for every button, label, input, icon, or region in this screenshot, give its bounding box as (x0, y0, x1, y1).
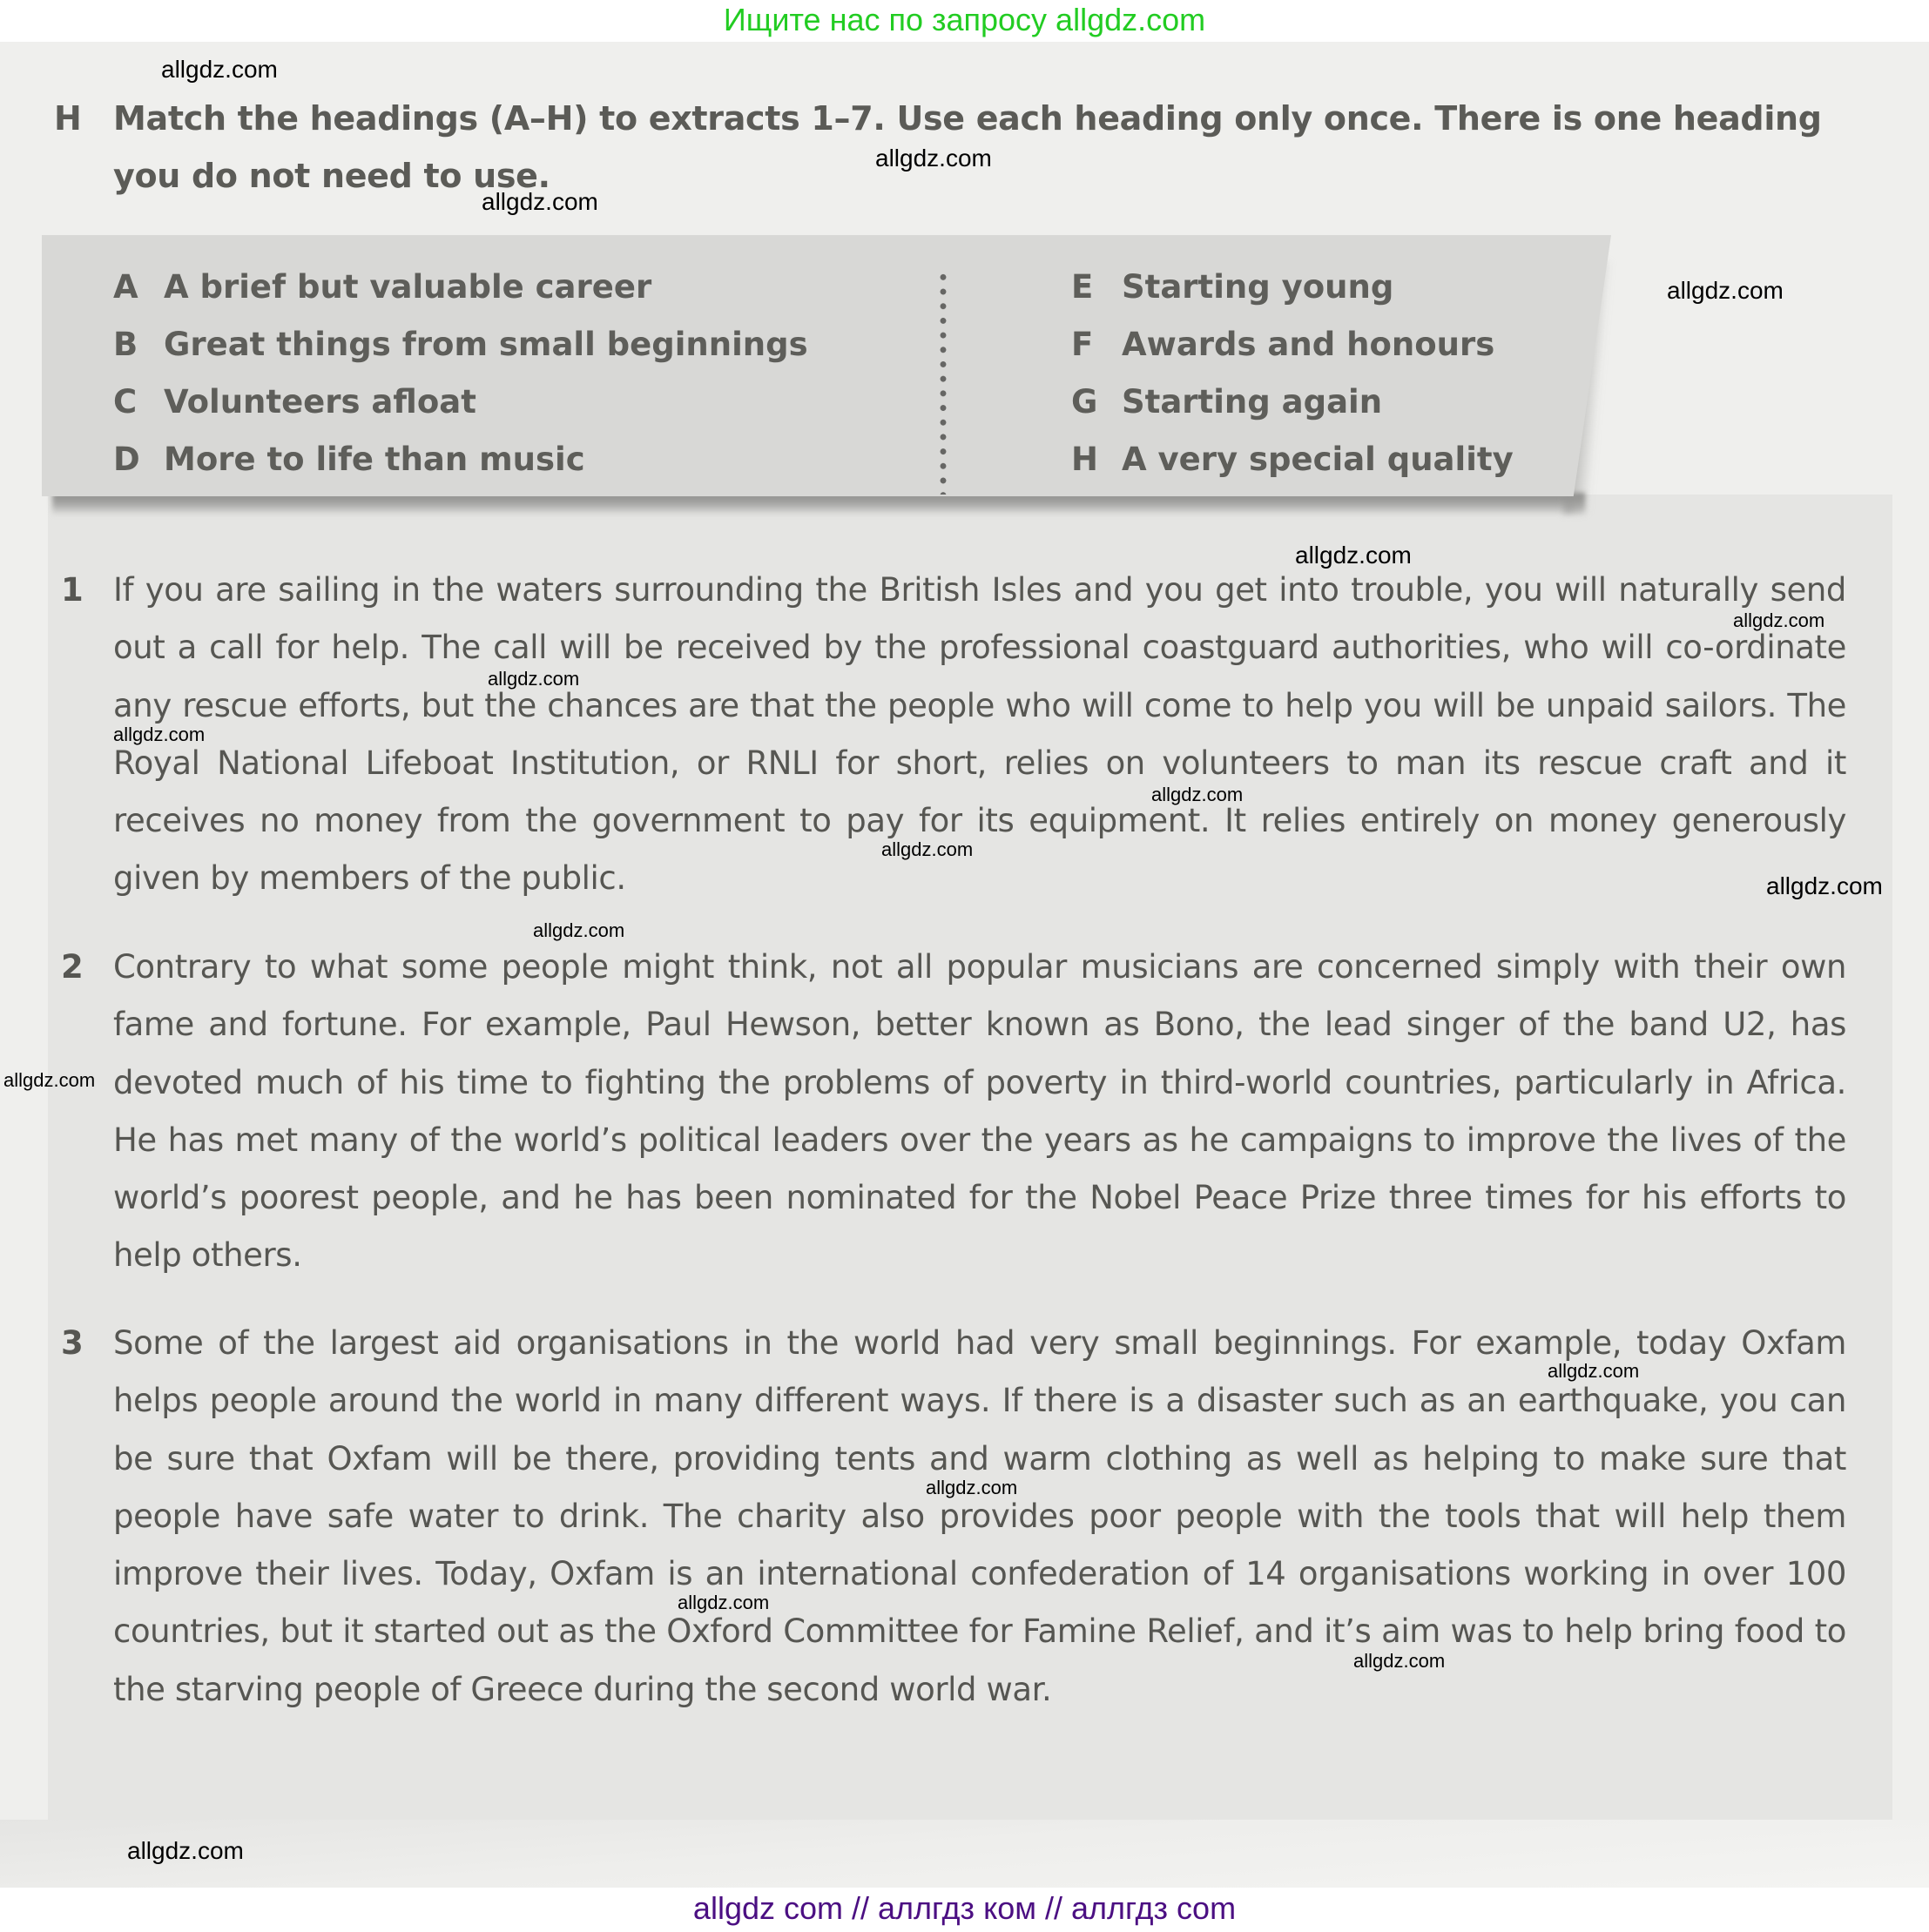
heading-letter: E (1071, 268, 1094, 306)
watermark: allgdz.com (881, 838, 974, 860)
heading-text: A very special quality (1122, 441, 1514, 478)
extract-text: If you are sailing in the waters surrounding the British Isles and you get into trouble, you will naturally send out a call for help. The call will be received by the professional coastguard authorities, who will co-ordinate any rescue efforts, but the chances are that the people who will come to help you will be unpaid sailors. The Royal National Lifeboat Institution, or RNLI for short, relies on volunteers to man its rescue craft and it receives no money from the government to pay for its equipment. It relies entirely on money generously given by members of the public. (113, 571, 1846, 898)
heading-letter: B (113, 326, 138, 363)
heading-text: Starting young (1122, 268, 1394, 306)
extract-number: 3 (61, 1324, 84, 1362)
heading-text: Volunteers afloat (164, 383, 476, 421)
watermark: allgdz.com (1548, 1360, 1640, 1382)
heading-letter: D (113, 441, 140, 478)
heading-text: More to life than music (164, 441, 585, 478)
dotted-divider (939, 270, 948, 495)
extract-text: Contrary to what some people might think, not all popular musicians are concerned simply with their own fame and fortune. For example, Paul Hewson, better known as Bono, the lead singer of the band U2, has devoted much of his time to fighting the problems of poverty in third-world countries, particularly in Africa. He has met many of the world’s political leaders over the years as he campaigns to improve the lives of the world’s poorest people, and he has been nominated for the Nobel Peace Prize three times for his efforts to help others. (113, 948, 1846, 1275)
watermark: allgdz.com (161, 56, 278, 83)
watermark: allgdz.com (113, 724, 206, 745)
extract-2 (61, 939, 1846, 1285)
heading-letter: H (1071, 441, 1098, 478)
heading-letter: F (1071, 326, 1094, 363)
instruction-text: Match the headings (A–H) to extracts 1–7. Use each heading only once. There is one heading you do not need to use. (113, 99, 1822, 195)
watermark: allgdz.com (1353, 1650, 1446, 1672)
heading-text: A brief but valuable career (164, 268, 652, 306)
heading-letter: A (113, 268, 138, 306)
watermark: allgdz.com (1151, 784, 1244, 805)
watermark: allgdz.com (875, 145, 992, 172)
heading-text: Starting again (1122, 383, 1383, 421)
watermark: allgdz.com (678, 1592, 770, 1613)
watermark: allgdz.com (926, 1477, 1018, 1498)
heading-letter: C (113, 383, 138, 421)
watermark: allgdz.com (533, 919, 625, 941)
watermark: allgdz.com (1667, 277, 1784, 304)
extract-number: 2 (61, 948, 84, 986)
extract-text: Some of the largest aid organisations in the world had very small beginnings. For example, today Oxfam helps people around the world in many different ways. If there is a disaster such as an earthquake, you can be sure that Oxfam will be there, providing tents and warm clothing as well as helping to make sure that people have safe water to drink. The charity also provides poor people with the tools that will help them improve their lives. Today, Oxfam is an international confederation of 14 organisations working in over 100 countries, but it started out as the Oxford Committee for Famine Relief, and it’s aim was to help bring food to the starving people of Greece during the second world war. (113, 1324, 1846, 1708)
watermark: allgdz.com (1733, 609, 1825, 631)
watermark: allgdz.com (1766, 872, 1883, 899)
watermark: allgdz.com (488, 668, 580, 690)
footer-banner: allgdz com // аллгдз ком // аллгдз com (0, 1888, 1929, 1932)
watermark: allgdz.com (1295, 542, 1412, 569)
watermark: allgdz.com (127, 1837, 244, 1864)
extract-number: 1 (61, 571, 84, 609)
heading-letter: G (1071, 383, 1098, 421)
heading-text: Awards and honours (1122, 326, 1495, 363)
heading-text: Great things from small beginnings (164, 326, 808, 363)
panel-bottom-edge (0, 1820, 1929, 1888)
watermark: allgdz.com (482, 188, 598, 215)
exercise-letter: H (54, 99, 82, 138)
top-banner: Ищите нас по запросу allgdz.com (0, 0, 1929, 42)
watermark: allgdz.com (3, 1069, 96, 1091)
